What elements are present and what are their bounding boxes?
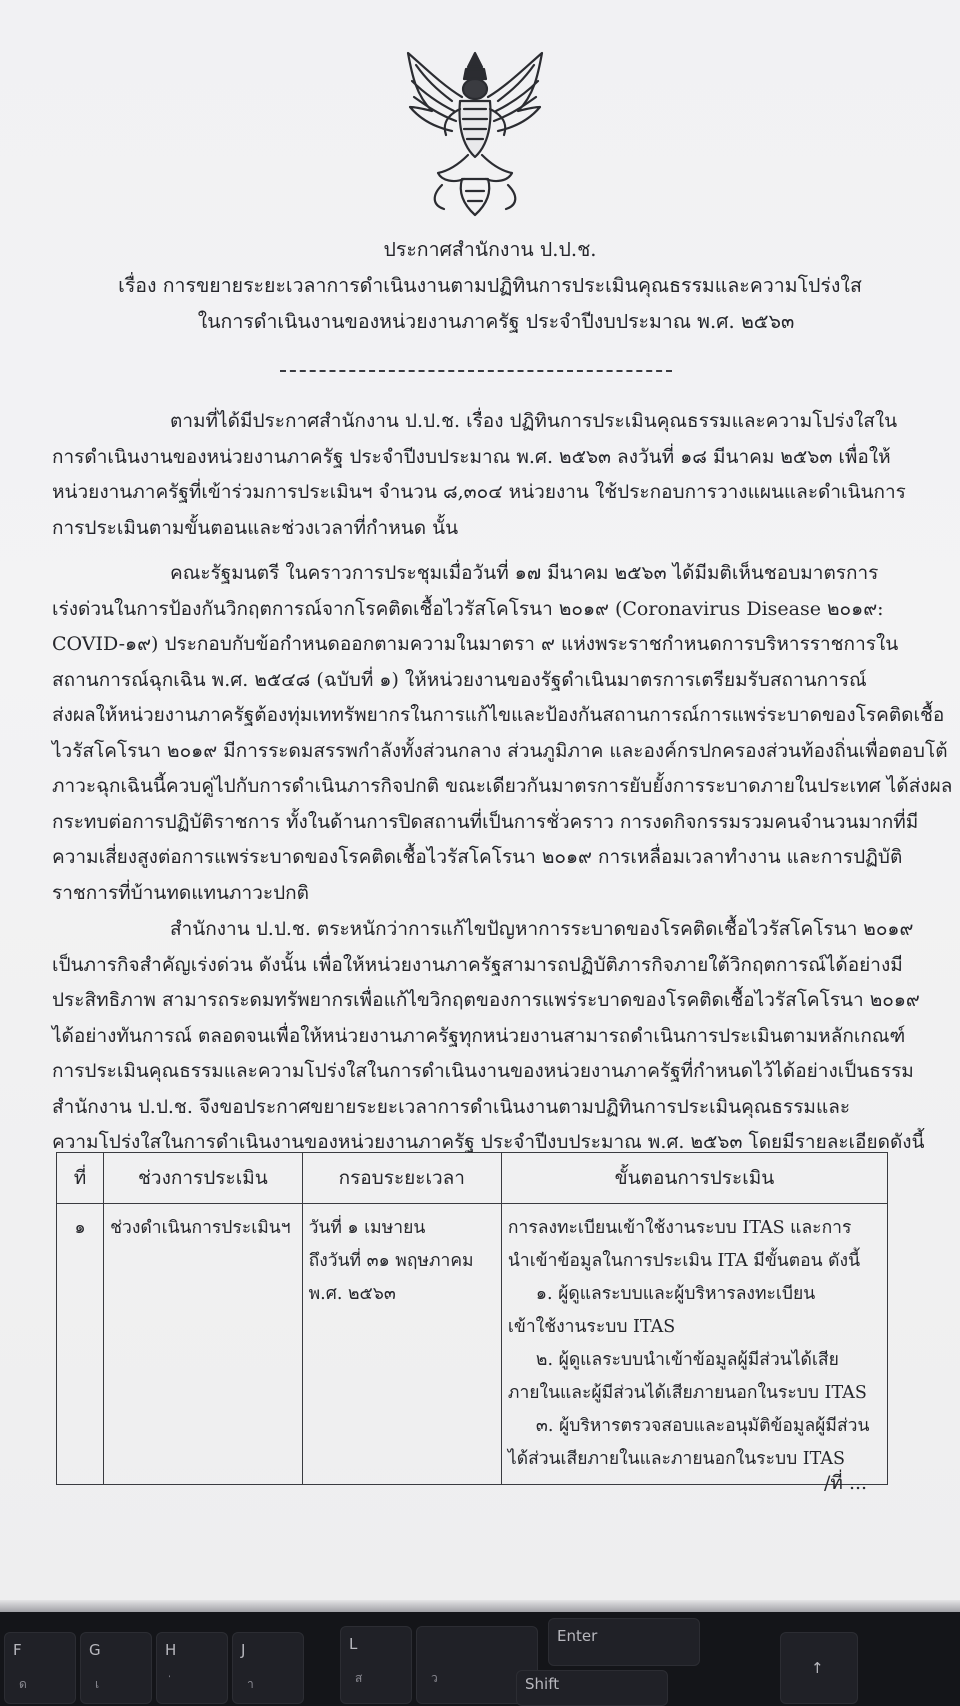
cell-timeframe <box>302 1204 501 1485</box>
text-line: ได้อย่างทันการณ์ ตลอดจนเพื่อให้หน่วยงานภาครัฐทุกหน่วยงานสามารถดำเนินการประเมินตามหลักเกณฑ์ <box>52 1024 906 1047</box>
col-header-no: ที่ <box>57 1153 104 1204</box>
cell-line: ๓. ผู้บริหารตรวจสอบและอนุมัติข้อมูลผู้มีส่วน <box>535 1416 870 1436</box>
key-l <box>340 1626 412 1704</box>
key-label: F <box>13 1641 22 1659</box>
text-line: สำนักงาน ป.ป.ช. จึงขอประกาศขยายระยะเวลาการดำเนินงานตามปฏิทินการประเมินคุณธรรมและ <box>52 1095 851 1118</box>
continuation-note: /ที่ ... <box>824 1472 868 1494</box>
keyboard-background <box>0 1612 960 1706</box>
key-label: L <box>349 1635 358 1653</box>
text-line: กระทบต่อการปฏิบัติราชการ ทั้งในด้านการปิดสถานที่เป็นการชั่วคราว การงดกิจกรรมรวมคนจำนวนมากที่มี <box>52 810 919 833</box>
table-header-row <box>57 1153 888 1204</box>
text-line: หน่วยงานภาครัฐที่เข้าร่วมการประเมินฯ จำนวน ๘,๓๐๔ หน่วยงาน ใช้ประกอบการวางแผนและดำเนินการ <box>52 481 906 503</box>
cell-line: ได้ส่วนเสียภายในและภายนอกในระบบ ITAS <box>507 1449 846 1469</box>
text-line: สำนักงาน ป.ป.ช. ตระหนักว่าการแก้ไขปัญหาการระบาดของโรคติดเชื้อไวรัสโคโรนา ๒๐๑๙ <box>170 918 914 940</box>
cell-steps <box>501 1204 887 1485</box>
text-line: ประสิทธิภาพ สามารถระดมทรัพยากรเพื่อแก้ไขวิกฤตของการแพร่ระบาดของโรคติดเชื้อไวรัสโคโรนา ๒๐๑๙ <box>52 989 920 1011</box>
text-line: ความโปร่งใสในการดำเนินงานของหน่วยงานภาครัฐ ประจำปีงบประมาณ พ.ศ. ๒๕๖๓ โดยมีรายละเอียดดังนี้ <box>52 1131 925 1153</box>
text-line: เป็นภารกิจสำคัญเร่งด่วน ดังนั้น เพื่อให้หน่วยงานภาครัฐสามารถปฏิบัติภารกิจภายใต้วิกฤตการณ์ได้อย่างมี <box>52 953 903 976</box>
table-row <box>57 1204 888 1485</box>
key-enter <box>548 1618 700 1666</box>
text-line: การดำเนินงานของหน่วยงานภาครัฐ ประจำปีงบประมาณ พ.ศ. ๒๕๖๓ ลงวันที่ ๑๘ มีนาคม ๒๕๖๓ เพื่อให้ <box>52 445 891 468</box>
separator-line <box>280 370 672 372</box>
text-line: การประเมินคุณธรรมและความโปร่งใสในการดำเนินงานของหน่วยงานภาครัฐที่กำหนดไว้ได้อย่างเป็นธรรม <box>52 1060 914 1082</box>
key-sublabel: ด <box>19 1677 27 1691</box>
key-shift <box>516 1670 668 1706</box>
text-line: สถานการณ์ฉุกเฉิน พ.ศ. ๒๕๔๘ (ฉบับที่ ๑) ให้หน่วยงานของรัฐดำเนินมาตรการเตรียมรับสถานการณ์ <box>52 668 867 691</box>
cell-line: พ.ศ. ๒๕๖๓ <box>308 1284 396 1304</box>
key-label: H <box>165 1641 177 1659</box>
paragraph-3 <box>52 912 925 1161</box>
text-line: การประเมินตามขั้นตอนและช่วงเวลาที่กำหนด นั้น <box>52 516 459 539</box>
text-line: ภาวะฉุกเฉินนี้ควบคู่ไปกับการดำเนินภารกิจปกติ ขณะเดียวกันมาตรการยับยั้งการระบาดภายในประเทศ ได้ส่งผล <box>52 775 953 797</box>
cell-line: ถึงวันที่ ๓๑ พฤษภาคม <box>308 1251 474 1271</box>
col-header-timeframe: กรอบระยะเวลา <box>302 1153 501 1204</box>
cell-line: นำเข้าข้อมูลในการประเมิน ITA มีขั้นตอน ดังนี้ <box>507 1251 861 1271</box>
cell-line: การลงทะเบียนเข้าใช้งานระบบ ITAS และการ <box>507 1218 852 1238</box>
text-line: ความเสี่ยงสูงต่อการแพร่ระบาดของโรคติดเชื้อไวรัสโคโรนา ๒๐๑๙ การเหลื่อมเวลาทำงาน และการปฏิบัติ <box>52 846 903 868</box>
key-label: Shift <box>525 1675 560 1693</box>
text-line: COVID-๑๙) ประกอบกับข้อกำหนดออกตามความในมาตรา ๙ แห่งพระราชกำหนดการบริหารราชการใน <box>52 633 899 655</box>
cell-phase: ช่วงดำเนินการประเมินฯ <box>104 1204 302 1485</box>
key-g <box>80 1632 152 1704</box>
garuda-emblem-icon <box>402 45 548 223</box>
text-line: คณะรัฐมนตรี ในคราวการประชุมเมื่อวันที่ ๑๗ มีนาคม ๒๕๖๓ ได้มีมติเห็นชอบมาตรการ <box>170 562 879 584</box>
announcement-subject: เรื่อง การขยายระยะเวลาการดำเนินงานตามปฏิทินการประเมินคุณธรรมและความโปร่งใส <box>118 274 862 297</box>
cell-no: ๑ <box>57 1204 104 1485</box>
key-sublabel: ส <box>355 1671 363 1685</box>
paragraph-1 <box>52 404 912 546</box>
col-header-phase: ช่วงการประเมิน <box>104 1153 302 1204</box>
text-line: ตามที่ได้มีประกาศสำนักงาน ป.ป.ช. เรื่อง ปฏิทินการประเมินคุณธรรมและความโปร่งใสใน <box>170 410 898 432</box>
key-j <box>232 1632 304 1704</box>
key-sublabel: เ <box>95 1677 100 1691</box>
cell-line: ภายในและผู้มีส่วนได้เสียภายนอกในระบบ ITAS <box>507 1383 867 1403</box>
key-sublabel: ว <box>431 1671 438 1685</box>
key-label: G <box>89 1641 101 1659</box>
cell-line: เข้าใช้งานระบบ ITAS <box>507 1317 676 1337</box>
paragraph-2 <box>52 556 953 911</box>
text-line: ส่งผลให้หน่วยงานภาครัฐต้องทุ่มเททรัพยากรในการแก้ไขและป้องกันสถานการณ์การแพร่ระบาดของโรคติดเชื้อ <box>52 704 945 726</box>
arrow-up-icon: ↑ <box>811 1659 824 1677</box>
cell-line: วันที่ ๑ เมษายน <box>308 1218 426 1238</box>
cell-line: ๒. ผู้ดูแลระบบนำเข้าข้อมูลผู้มีส่วนได้เสีย <box>535 1350 839 1370</box>
col-header-steps: ขั้นตอนการประเมิน <box>501 1153 887 1204</box>
key-sublabel: า <box>247 1677 254 1691</box>
text-line: เร่งด่วนในการป้องกันวิกฤตการณ์จากโรคติดเชื้อไวรัสโคโรนา ๒๐๑๙ (Coronavirus Disease ๒๐๑๙: <box>52 597 884 620</box>
text-line: ไวรัสโคโรนา ๒๐๑๙ มีการระดมสรรพกำลังทั้งส่วนกลาง ส่วนภูมิภาค และองค์กรปกครองส่วนท้องถิ่นเพื่อตอบโต้ <box>52 739 948 762</box>
announcement-subject-cont: ในการดำเนินงานของหน่วยงานภาครัฐ ประจำปีงบประมาณ พ.ศ. ๒๕๖๓ <box>197 310 795 333</box>
key-label: J <box>241 1641 246 1659</box>
schedule-table <box>56 1152 888 1485</box>
key-arrow-up <box>780 1632 858 1704</box>
text-line: ราชการที่บ้านทดแทนภาวะปกติ <box>52 881 309 904</box>
announcement-title: ประกาศสำนักงาน ป.ป.ช. <box>383 238 597 261</box>
key-h <box>156 1632 228 1704</box>
key-label: Enter <box>557 1627 598 1645</box>
key-f <box>4 1632 76 1704</box>
cell-line: ๑. ผู้ดูแลระบบและผู้บริหารลงทะเบียน <box>535 1284 816 1304</box>
